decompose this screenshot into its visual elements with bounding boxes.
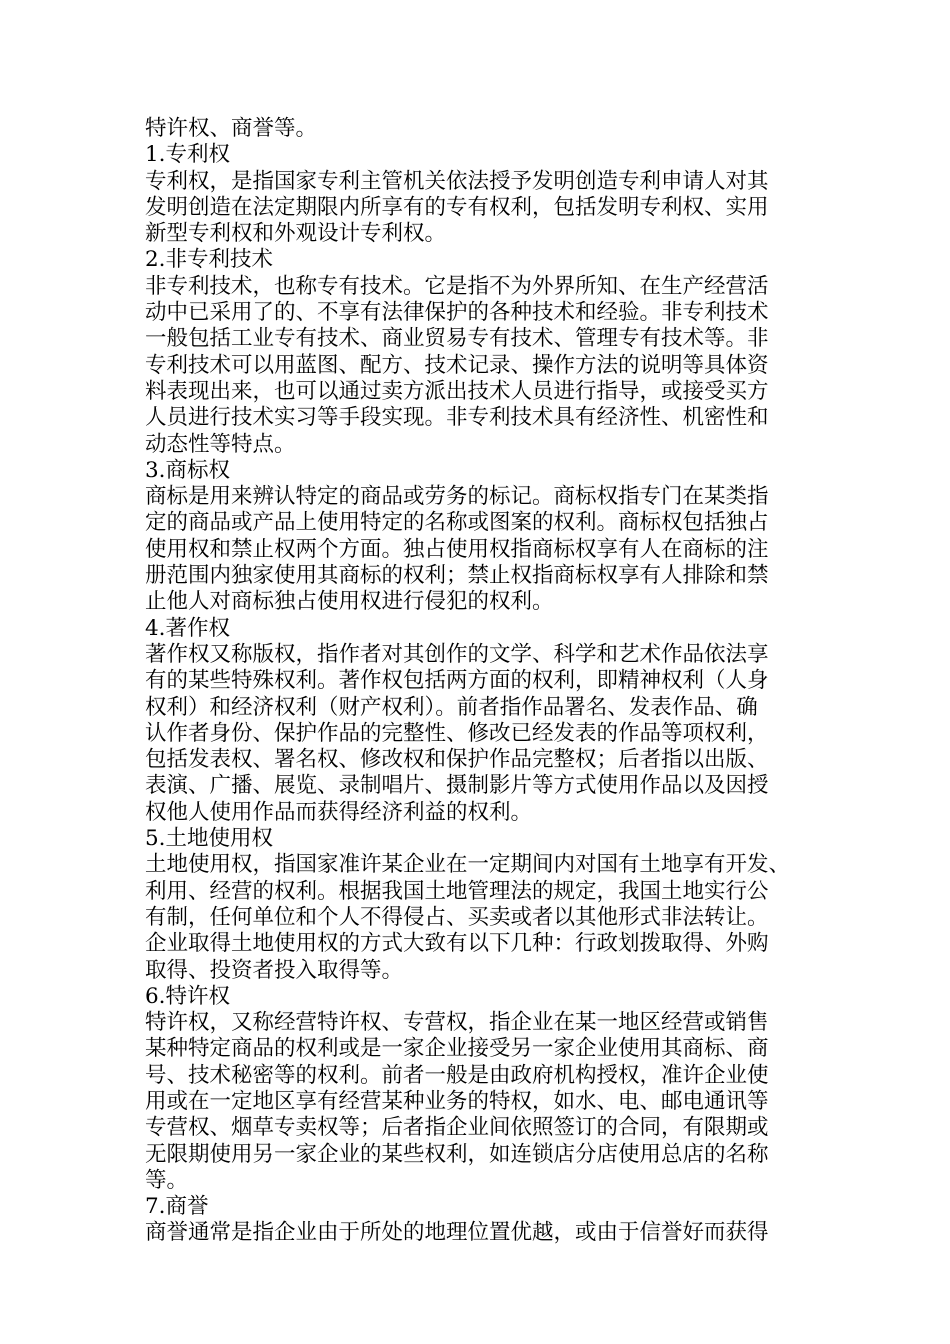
- body-text-line: 专利技术可以用蓝图、配方、技术记录、操作方法的说明等具体资: [145, 352, 769, 378]
- body-text-line: 利用、经营的权利。根据我国土地管理法的规定，我国土地实行公: [145, 878, 769, 904]
- body-text-line: 某种特定商品的权利或是一家企业接受另一家企业使用其商标、商: [145, 1036, 769, 1062]
- body-text-line: 著作权又称版权，指作者对其创作的文学、科学和艺术作品依法享: [145, 641, 769, 667]
- body-text-line: 取得、投资者投入取得等。: [145, 957, 404, 983]
- section-heading-non-patent-technology: 2.非专利技术: [145, 247, 274, 273]
- body-text-line: 发明创造在法定期限内所享有的专有权利，包括发明专利权、实用: [145, 194, 769, 220]
- body-text-line: 认作者身份、保护作品的完整性、修改已经发表的作品等项权利，: [145, 720, 769, 746]
- body-text-line: 号、技术秘密等的权利。前者一般是由政府机构授权，准许企业使: [145, 1062, 769, 1088]
- body-text-line: 企业取得土地使用权的方式大致有以下几种：行政划拨取得、外购: [145, 931, 769, 957]
- body-text-line: 无限期使用另一家企业的某些权利，如连锁店分店使用总店的名称: [145, 1141, 769, 1167]
- section-heading-patent-right: 1.专利权: [145, 142, 231, 168]
- section-heading-franchise-right: 6.特许权: [145, 983, 231, 1009]
- body-text-line: 有制，任何单位和个人不得侵占、买卖或者以其他形式非法转让。: [145, 904, 769, 930]
- body-text-line: 动态性等特点。: [145, 431, 296, 457]
- body-text-line: 土地使用权，指国家准许某企业在一定期间内对国有土地享有开发、: [145, 852, 791, 878]
- body-text-line: 止他人对商标独占使用权进行侵犯的权利。: [145, 589, 554, 615]
- body-text-line: 人员进行技术实习等手段实现。非专利技术具有经济性、机密性和: [145, 405, 769, 431]
- body-text-line: 商誉通常是指企业由于所处的地理位置优越，或由于信誉好而获得: [145, 1220, 769, 1246]
- document-page: [145, 116, 810, 1247]
- body-text-line: 定的商品或产品上使用特定的名称或图案的权利。商标权包括独占: [145, 510, 769, 536]
- body-text-line: 一般包括工业专有技术、商业贸易专有技术、管理专有技术等。非: [145, 326, 769, 352]
- section-heading-goodwill: 7.商誉: [145, 1194, 209, 1220]
- body-text-line: 有的某些特殊权利。著作权包括两方面的权利，即精神权利（人身: [145, 668, 769, 694]
- body-text-line: 权利）和经济权利（财产权利）。前者指作品署名、发表作品、确: [145, 694, 758, 720]
- section-heading-copyright: 4.著作权: [145, 615, 231, 641]
- section-heading-land-use-right: 5.土地使用权: [145, 826, 274, 852]
- body-text-line: 专营权、烟草专卖权等；后者指企业间依照签订的合同，有限期或: [145, 1115, 769, 1141]
- body-text-line: 使用权和禁止权两个方面。独占使用权指商标权享有人在商标的注: [145, 536, 769, 562]
- body-text-line: 专利权，是指国家专利主管机关依法授予发明创造专利申请人对其: [145, 168, 769, 194]
- section-heading-trademark-right: 3.商标权: [145, 457, 231, 483]
- body-text-line: 用或在一定地区享有经营某种业务的特权，如水、电、邮电通讯等: [145, 1088, 769, 1114]
- body-text-line: 料表现出来，也可以通过卖方派出技术人员进行指导，或接受买方: [145, 378, 769, 404]
- body-text-line: 等。: [145, 1167, 189, 1193]
- body-text-line: 特许权，又称经营特许权、专营权，指企业在某一地区经营或销售: [145, 1010, 769, 1036]
- body-text-line: 新型专利权和外观设计专利权。: [145, 221, 447, 247]
- body-text-line: 册范围内独家使用其商标的权利；禁止权指商标权享有人排除和禁: [145, 563, 769, 589]
- body-text-line: 表演、广播、展览、录制唱片、摄制影片等方式使用作品以及因授: [145, 773, 769, 799]
- body-text-line: 权他人使用作品而获得经济利益的权利。: [145, 799, 533, 825]
- body-text-line: 商标是用来辨认特定的商品或劳务的标记。商标权指专门在某类指: [145, 484, 769, 510]
- body-text-line: 动中已采用了的、不享有法律保护的各种技术和经验。非专利技术: [145, 300, 769, 326]
- body-text-line: 特许权、商誉等。: [145, 116, 318, 141]
- body-text-line: 非专利技术，也称专有技术。它是指不为外界所知、在生产经营活: [145, 273, 769, 299]
- body-text-line: 包括发表权、署名权、修改权和保护作品完整权；后者指以出版、: [145, 747, 769, 773]
